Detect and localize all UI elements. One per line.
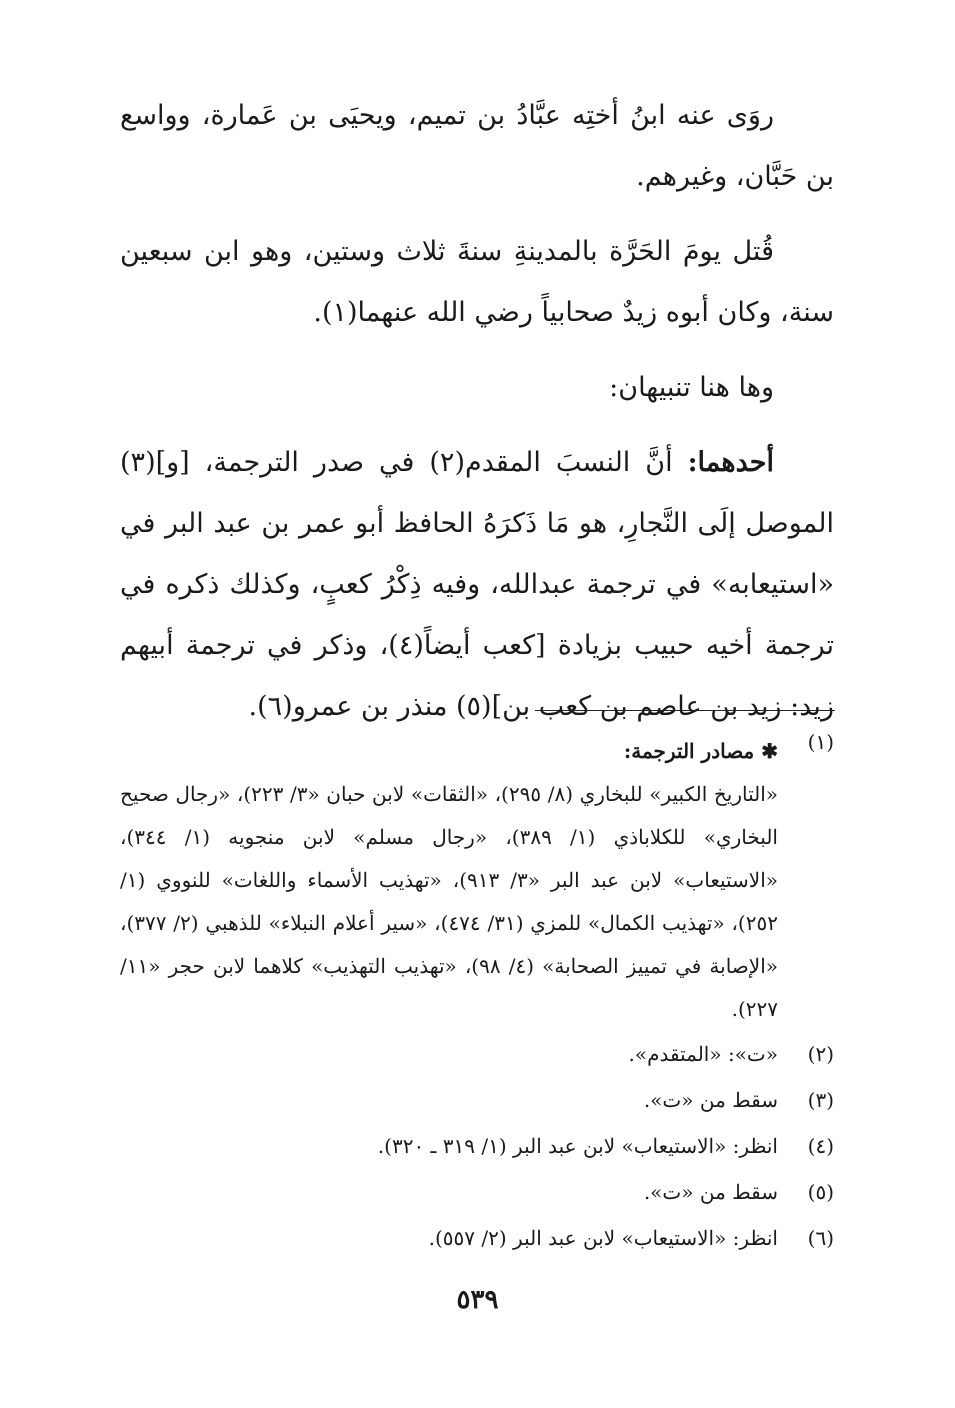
footnote-text: سقط من «ت». bbox=[643, 1180, 778, 1204]
footnote-number: (٢) bbox=[807, 1042, 834, 1066]
footnote-text: «ت»: «المتقدم». bbox=[628, 1042, 778, 1066]
footnote-text: «التاريخ الكبير» للبخاري (٨/ ٢٩٥)، «الثقات» لابن حبان «٣/ ٢٢٣)، «رجال صحيح البخاري» للكلاباذي (١/ ٣٨٩)، «رجال مسلم» لابن منجويه (١/ ٣٤٤)، «الاستيعاب» لابن عبد البر «٣/ ٩١٣)، «تهذيب الأسماء واللغات» للنووي (١/ ٢٥٢)، «تهذيب الكمال» للمزي (٣١/ ٤٧٤)، «سير أعلام النبلاء» للذهبي (٢/ ٣٧٧)، «الإصابة في تمييز الصحابة» (٤/ ٩٨)، «تهذيب التهذيب» كلاهما لابن حجر «١١/ ٢٢٧). bbox=[120, 782, 779, 1021]
footnote-3 bbox=[120, 1077, 834, 1123]
paragraph-4 bbox=[120, 432, 834, 737]
footnote-divider bbox=[535, 710, 835, 711]
paragraph-4-lead: أحدهما: bbox=[687, 447, 774, 478]
paragraph-3: وها هنا تنبيهان: bbox=[609, 372, 774, 403]
footnote-5 bbox=[120, 1169, 834, 1215]
footnote-number: (٦) bbox=[807, 1226, 834, 1250]
footnote-title: ✱ مصادر الترجمة: bbox=[623, 739, 778, 763]
footnote-number: (٥) bbox=[807, 1180, 834, 1204]
footnote-number: (١) bbox=[807, 730, 834, 754]
main-text bbox=[120, 85, 834, 751]
footnote-text: انظر: «الاستيعاب» لابن عبد البر (١/ ٣١٩ ـ ٣٢٠). bbox=[377, 1134, 778, 1158]
footnote-number: (٤) bbox=[807, 1134, 834, 1158]
footnote-2 bbox=[120, 1031, 834, 1077]
footnotes bbox=[120, 730, 834, 1261]
paragraph-1: روَى عنه ابنُ أختِه عبَّادُ بن تميم، ويحيَى بن عَمارة، وواسع بن حَبَّان، وغيرهم. bbox=[120, 100, 834, 192]
paragraph-4-text: أنَّ النسبَ المقدم(٢) في صدر الترجمة، [و](٣) الموصل إلَى النَّجارِ، هو مَا ذَكرَهُ الحافظ أبو عمر بن عبد البر في «استيعابه» في ترجمة عبدالله، وفيه ذِكْرُ كعبٍ، وكذلك ذكره في ترجمة أخيه حبيب بزيادة [كعب أيضاً(٤)، وذكر في ترجمة أبيهم زيد: زيد بن عاصم بن كعب بن](٥) منذر بن عمرو(٦). bbox=[120, 447, 834, 722]
footnote-text: سقط من «ت». bbox=[643, 1088, 778, 1112]
footnote-6 bbox=[120, 1215, 834, 1261]
footnote-1 bbox=[120, 730, 834, 1031]
footnote-number: (٣) bbox=[807, 1088, 834, 1112]
footnote-text: انظر: «الاستيعاب» لابن عبد البر (٢/ ٥٥٧). bbox=[428, 1226, 778, 1250]
footnote-4 bbox=[120, 1123, 834, 1169]
paragraph-2: قُتل يومَ الحَرَّة بالمدينةِ سنةَ ثلاث وستين، وهو ابن سبعين سنة، وكان أبوه زيدٌ صحابياً رضي الله عنهما(١). bbox=[120, 236, 834, 328]
page-number: ٥٣٩ bbox=[456, 1285, 499, 1315]
